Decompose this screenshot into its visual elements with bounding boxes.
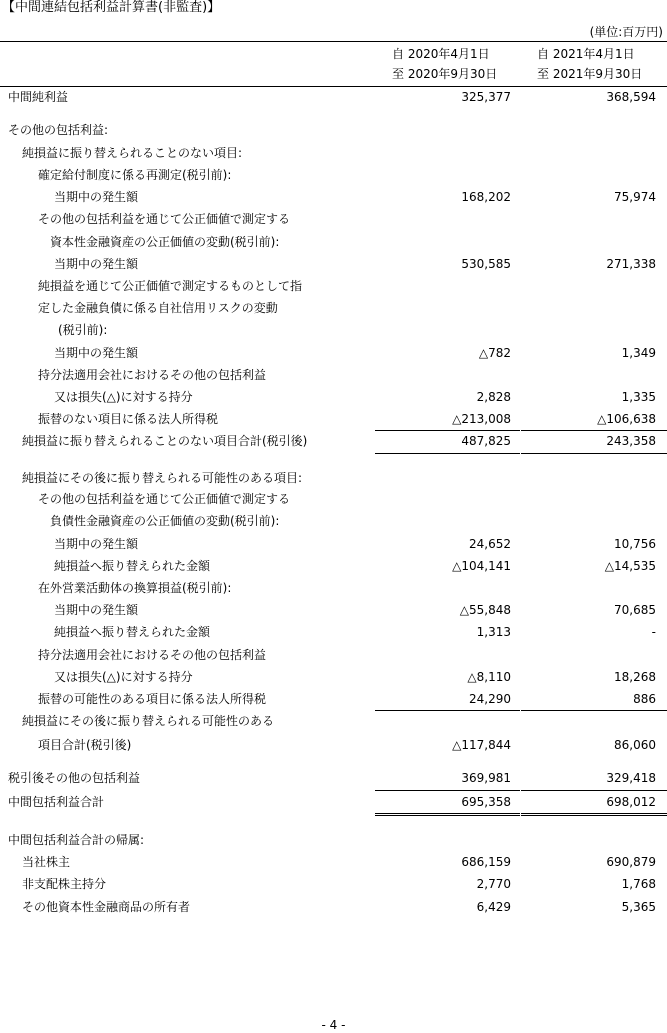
row-label: 持分法適用会社におけるその他の包括利益 <box>38 368 267 382</box>
underline-rule <box>375 710 520 711</box>
table-row <box>0 621 667 643</box>
row-label: その他の包括利益を通じて公正価値で測定する <box>38 492 291 506</box>
row-label: 又は損失(△)に対する持分 <box>54 670 193 684</box>
table-row <box>0 297 667 319</box>
table-row <box>0 555 667 577</box>
table-row <box>0 467 667 489</box>
underline-rule <box>521 453 667 454</box>
row-label: 中間包括利益合計の帰属: <box>8 833 145 847</box>
table-row <box>0 767 667 789</box>
table-row <box>0 86 667 108</box>
table-row <box>0 408 667 430</box>
underline-rule <box>521 813 667 814</box>
period-to: 至 2021年9月30日 <box>537 67 643 81</box>
row-label: 純損益に振り替えられることのない項目: <box>22 146 243 160</box>
row-label: 定した金融負債に係る自社信用リスクの変動 <box>38 301 278 315</box>
value-2020: 369,981 <box>461 771 511 785</box>
value-2020: △213,008 <box>452 412 511 426</box>
table-row <box>0 791 667 813</box>
row-label: 当期中の発生額 <box>54 346 139 360</box>
row-label: 純損益にその後に振り替えられる可能性のある <box>22 714 275 728</box>
table-row <box>0 851 667 873</box>
value-2021: 70,685 <box>614 603 656 617</box>
underline-rule <box>375 790 520 791</box>
value-2020: 24,652 <box>469 537 511 551</box>
column-header-2020 <box>392 44 497 84</box>
row-label: 振替の可能性のある項目に係る法人所得税 <box>38 692 267 706</box>
row-label: その他の包括利益を通じて公正価値で測定する <box>38 212 291 226</box>
row-label: 持分法適用会社におけるその他の包括利益 <box>38 648 267 662</box>
row-label: 資本性金融資産の公正価値の変動(税引前): <box>50 235 280 249</box>
table-row <box>0 829 667 851</box>
value-2020: △117,844 <box>452 738 511 752</box>
underline-rule <box>375 430 520 431</box>
table-row <box>0 164 667 186</box>
table-row <box>0 119 667 141</box>
underline-rule <box>521 790 667 791</box>
table-row <box>0 688 667 710</box>
value-2020: 530,585 <box>461 257 511 271</box>
underline-rule <box>375 813 520 814</box>
value-2020: 487,825 <box>461 434 511 448</box>
period-from: 自 2020年4月1日 <box>392 47 490 61</box>
table-row <box>0 577 667 599</box>
table-row <box>0 599 667 621</box>
row-label: 純損益へ振り替えられた金額 <box>54 559 211 573</box>
period-to: 至 2020年9月30日 <box>392 67 498 81</box>
column-header-2021 <box>537 44 642 84</box>
row-label: 項目合計(税引後) <box>38 738 132 752</box>
value-2021: △106,638 <box>597 412 656 426</box>
row-label: 確定給付制度に係る再測定(税引前): <box>38 168 232 182</box>
page-title: 【中間連結包括利益計算書(非監査)】 <box>2 0 221 15</box>
value-2020: 1,313 <box>476 625 511 639</box>
row-label: その他資本性金融商品の所有者 <box>22 900 191 914</box>
row-label: 非支配株主持分 <box>22 877 107 891</box>
unit-label: (単位:百万円) <box>589 25 663 39</box>
value-2021: 86,060 <box>614 738 656 752</box>
value-2020: 2,828 <box>476 390 511 404</box>
value-2020: △55,848 <box>459 603 511 617</box>
row-label: 当期中の発生額 <box>54 257 139 271</box>
row-label: 在外営業活動体の換算損益(税引前): <box>38 581 232 595</box>
table-row <box>0 873 667 895</box>
table-row <box>0 231 667 253</box>
table-row <box>0 142 667 164</box>
value-2020: 24,290 <box>469 692 511 706</box>
row-label: 純損益を通じて公正価値で測定するものとして指 <box>38 279 303 293</box>
value-2021: 5,365 <box>621 900 656 914</box>
value-2021: 271,338 <box>606 257 656 271</box>
table-row <box>0 275 667 297</box>
row-label: 純損益にその後に振り替えられる可能性のある項目: <box>22 471 303 485</box>
row-label: 中間包括利益合計 <box>8 795 105 809</box>
value-2021: 1,349 <box>621 346 656 360</box>
table-row <box>0 710 667 732</box>
row-label: その他の包括利益: <box>8 123 109 137</box>
row-label: 当社株主 <box>22 855 71 869</box>
row-label: 当期中の発生額 <box>54 603 139 617</box>
row-label: 又は損失(△)に対する持分 <box>54 390 193 404</box>
underline-rule <box>375 815 520 816</box>
table-row <box>0 430 667 452</box>
value-2021: 886 <box>633 692 656 706</box>
table-row <box>0 208 667 230</box>
row-label: 当期中の発生額 <box>54 190 139 204</box>
value-2021: 698,012 <box>606 795 656 809</box>
value-2020: 6,429 <box>476 900 511 914</box>
value-2020: 695,358 <box>461 795 511 809</box>
table-row <box>0 364 667 386</box>
table-row <box>0 734 667 756</box>
underline-rule <box>375 453 520 454</box>
table-row <box>0 510 667 532</box>
value-2021: 690,879 <box>606 855 656 869</box>
row-label: 振替のない項目に係る法人所得税 <box>38 412 219 426</box>
underline-rule <box>521 430 667 431</box>
row-label: 当期中の発生額 <box>54 537 139 551</box>
underline-rule <box>521 710 667 711</box>
table-row <box>0 533 667 555</box>
row-label: 負債性金融資産の公正価値の変動(税引前): <box>50 514 280 528</box>
table-row <box>0 666 667 688</box>
value-2021: 1,768 <box>621 877 656 891</box>
value-2020: 2,770 <box>476 877 511 891</box>
page-number: - 4 - <box>321 1018 346 1032</box>
table-row <box>0 186 667 208</box>
value-2020: 325,377 <box>461 90 511 104</box>
table-row <box>0 644 667 666</box>
period-from: 自 2021年4月1日 <box>537 47 635 61</box>
row-label: 純損益へ振り替えられた金額 <box>54 625 211 639</box>
table-row <box>0 488 667 510</box>
value-2021: 10,756 <box>614 537 656 551</box>
table-row <box>0 386 667 408</box>
value-2020: △8,110 <box>467 670 511 684</box>
table-row <box>0 319 667 341</box>
value-2021: 329,418 <box>606 771 656 785</box>
value-2020: 686,159 <box>461 855 511 869</box>
underline-rule <box>521 815 667 816</box>
row-label: 中間純利益 <box>8 90 69 104</box>
value-2021: 243,358 <box>606 434 656 448</box>
row-label: 純損益に振り替えられることのない項目合計(税引後) <box>22 434 308 448</box>
value-2021: 18,268 <box>614 670 656 684</box>
value-2021: 75,974 <box>614 190 656 204</box>
value-2021: 1,335 <box>621 390 656 404</box>
row-label: (税引前): <box>58 323 108 337</box>
value-2021: 368,594 <box>606 90 656 104</box>
table-row <box>0 342 667 364</box>
row-label: 税引後その他の包括利益 <box>8 771 141 785</box>
value-2020: △104,141 <box>452 559 511 573</box>
value-2020: △782 <box>478 346 511 360</box>
value-2021: - <box>651 625 656 639</box>
column-header <box>0 41 667 87</box>
value-2020: 168,202 <box>461 190 511 204</box>
table-row <box>0 896 667 918</box>
value-2021: △14,535 <box>604 559 656 573</box>
table-row <box>0 253 667 275</box>
